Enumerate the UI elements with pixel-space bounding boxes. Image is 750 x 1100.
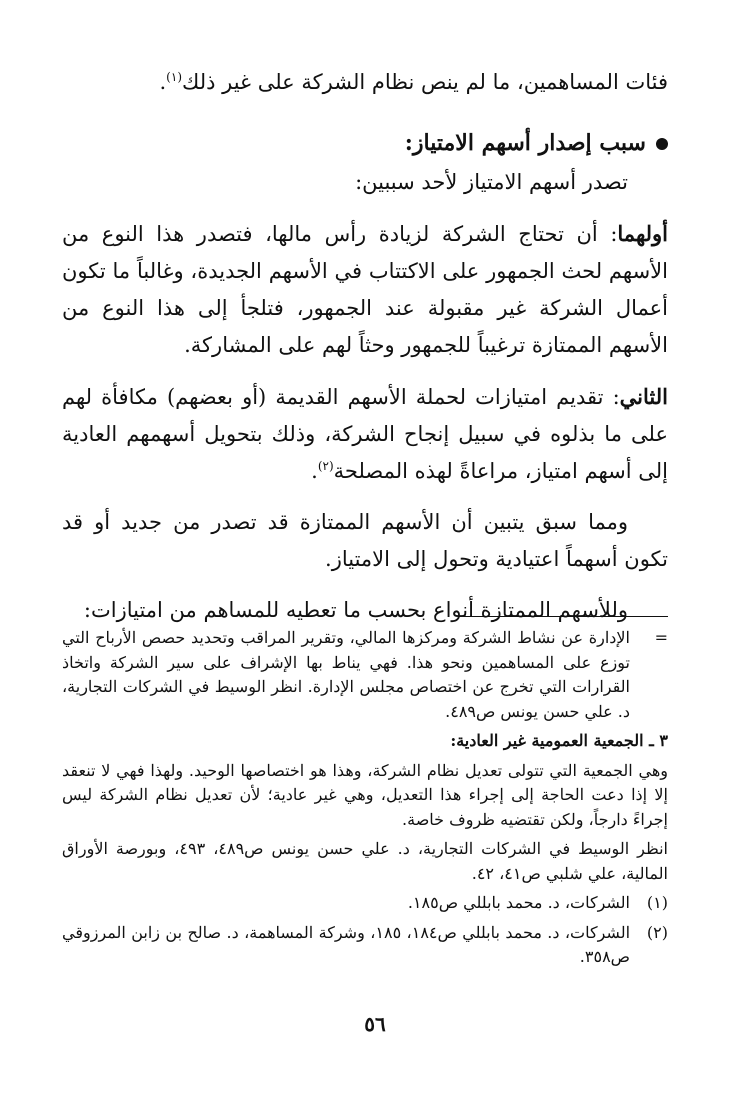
footnote-1-mark: (١) — [646, 893, 668, 912]
footnote-2-mark: (٢) — [646, 922, 668, 942]
section-heading — [62, 125, 668, 162]
footnote-2 — [62, 921, 668, 970]
intro-paragraph: تصدر أسهم الامتياز لأحد سببين: — [355, 170, 628, 194]
first-reason-text: : أن تحتاج الشركة لزيادة رأس مالها، فتصدر هذا النوع من الأسهم لحث الجمهور على الاكتتاب في الأسهم الجديدة، وغالباً ما تكون أعمال الشركة غير مقبولة عند الجمهور، فتلجأ إلى هذا النوع من الأسهم الممتازة ترغيباً للجمهور وحثاً لهم على المشاركة. — [62, 222, 668, 357]
continuation-text: الإدارة عن نشاط الشركة ومركزها المالي، وتقرير المراقب وتحديد حصص الأرباح التي توزع على المساهمين ونحو هذا. فهي يناط بها الإشراف على سير الشركة واتخاذ القرارات التي تخرج عن اختصاص مجلس الإدارة. انظر الوسيط في الشركات التجارية، د. علي حسن يونس ص٤٨٩. — [62, 628, 630, 721]
first-reason-label: أولهما — [617, 221, 668, 246]
opening-text: فئات المساهمين، ما لم ينص نظام الشركة على غير ذلك — [182, 70, 668, 94]
opening-line — [62, 64, 668, 101]
footnote-subtext: وهي الجمعية التي تتولى تعديل نظام الشركة، وهذا هو اختصاصها الوحيد. ولهذا فهي لا تنعقد إلا إذا دعت الحاجة إلى إجراء هذا التعديل، وهي غير عادية؛ لأن تعديل نظام الشركة ليس إجراءً دارجاً، ولكن تقتضيه ظروف خاصة. — [62, 760, 668, 829]
bullet-icon — [656, 138, 668, 150]
footnotes — [62, 626, 668, 975]
footnote-subheading: ٣ ـ الجمعية العمومية غير العادية: — [450, 731, 668, 750]
page-number: ٥٦ — [364, 1012, 386, 1036]
continuation-mark: = — [654, 628, 668, 647]
footnote-continuation — [62, 626, 668, 724]
footnote-subref: انظر الوسيط في الشركات التجارية، د. علي حسن يونس ص٤٨٩، ٤٩٣، وبورصة الأوراق المالية، علي شلبي ص٤١، ٤٢. — [62, 839, 669, 883]
footnote-1-text: الشركات، د. محمد بابللي ص١٨٥. — [407, 893, 630, 912]
footnote-1 — [62, 891, 668, 916]
second-reason-end: . — [311, 459, 318, 483]
first-reason-paragraph — [62, 215, 668, 364]
footnote-separator — [463, 616, 668, 617]
second-reason-text: : تقديم امتيازات لحملة الأسهم القديمة (أو بعضهم) مكافأة لهم على ما بذلوه في سبيل إنجاح الشركة، وذلك بتحويل أسهمهم العادية إلى أسهم امتياز، مراعاةً لهذه المصلحة — [62, 385, 668, 483]
footnote-ref-2[interactable]: (٢) — [317, 459, 334, 473]
footnote-2-text: الشركات، د. محمد بابللي ص١٨٤، ١٨٥، وشركة المساهمة، د. صالح بن زابن المرزوقي ص٣٥٨. — [62, 922, 631, 966]
second-reason-paragraph — [62, 378, 668, 490]
footnote-ref-1[interactable]: (١) — [166, 70, 182, 84]
opening-end: . — [159, 70, 167, 94]
second-reason-label: الثاني — [619, 384, 668, 409]
main-text — [62, 64, 668, 629]
conclusion-paragraph: ومما سبق يتبين أن الأسهم الممتازة قد تصدر من جديد أو قد تكون أسهماً اعتيادية وتحول إلى الامتياز. — [62, 510, 668, 571]
section-heading-text: سبب إصدار أسهم الامتياز: — [404, 130, 646, 156]
types-intro-paragraph: وللأسهم الممتازة أنواع بحسب ما تعطيه للمساهم من امتيازات: — [83, 598, 628, 622]
